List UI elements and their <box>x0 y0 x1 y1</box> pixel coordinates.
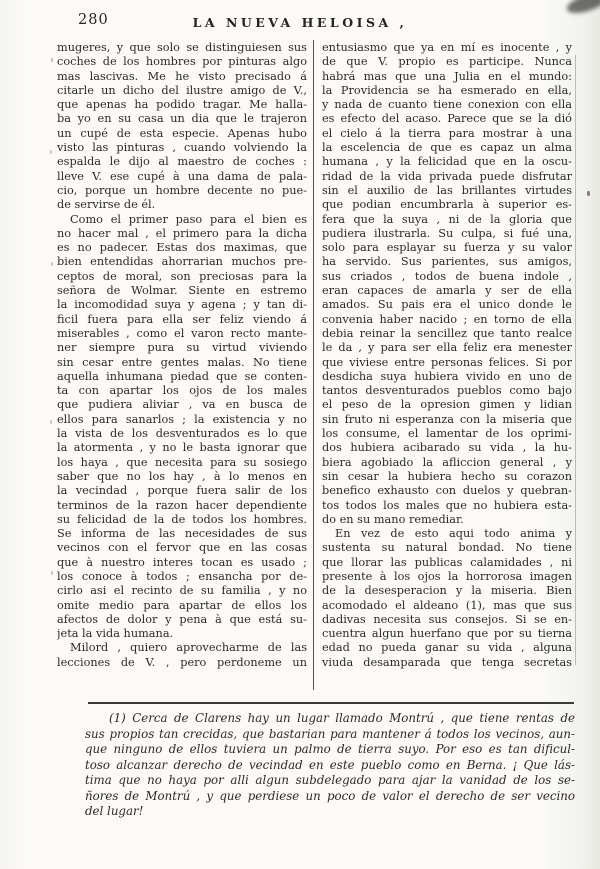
text-line: la vecindad , porque fuera salir de los <box>57 484 307 498</box>
text-line: jeta la vida humana. <box>57 627 174 641</box>
text-line: En vez de esto aqui todo anima y <box>335 527 572 541</box>
text-line: sus propios tan crecidas, que bastarian para mantener á todos los vecinos, aun- <box>85 726 575 741</box>
text-line: sin fruto ni esperanza con la miseria que <box>322 412 572 426</box>
text-line: dos hubiera acibarado su vida , la hu- <box>322 441 572 455</box>
text-line: sin cesar la hubiera hecho su corazon <box>322 469 572 483</box>
text-line: citarle un dicho del ilustre amigo de V., <box>57 83 307 97</box>
text-line: aquella inhumana piedad que se conten- <box>57 369 307 383</box>
text-line: un cupé de esta especie. Apenas hubo <box>57 126 307 140</box>
text-line: terminos de la razon hacer dependiente <box>57 498 307 512</box>
text-line: edad no pueda ganar su vida , alguna <box>322 641 572 655</box>
text-line: presente à los ojos la horrorosa imagen <box>322 569 572 583</box>
text-line: do en su mano remediar. <box>322 512 464 526</box>
text-line: Se informa de las necesidades de sus <box>57 527 307 541</box>
text-line: miserables , como el varon recto mante- <box>57 326 307 340</box>
text-line: y nada de cuanto tiene conexion con ella <box>322 98 572 112</box>
text-line: omite medio para apartar de ellos los <box>57 598 307 612</box>
text-line: la Providencia se ha esmerado en ella, <box>322 83 572 97</box>
column-right <box>322 41 572 670</box>
text-line: fera que la suya , ni de la gloria que <box>322 212 572 226</box>
text-line: mas lascivas. Me he visto precisado á <box>57 69 307 83</box>
page-title: LA NUEVA HELOISA , <box>192 15 408 30</box>
text-line: sin el auxilio de las brillantes virtudes <box>322 183 572 197</box>
scan-speck-artifact <box>587 191 590 196</box>
text-line: la atormenta , y no le basta ignorar que <box>57 441 307 455</box>
text-line: entusiasmo que ya en mí es inocente , y <box>322 41 572 54</box>
text-line: le da , y para ser ella feliz era menester <box>322 341 572 355</box>
text-line: amados. Su pais era el unico donde le <box>322 298 572 312</box>
text-line: viuda desamparada que tenga secretas <box>322 655 572 669</box>
text-line: no hacer mal , el primero para la dicha <box>57 226 307 240</box>
scan-speck-artifact <box>50 420 52 424</box>
text-line: biera agobiado la afliccion general , y <box>322 455 572 469</box>
text-line: es efecto del acaso. Parece que se la dió <box>322 112 572 126</box>
text-line: debia reinar la sencillez que tanto realce <box>322 326 572 340</box>
text-line: que apenas ha podido tragar. Me halla- <box>57 98 307 112</box>
text-line: vecinos con el fervor que en las cosas <box>57 541 307 555</box>
column-left <box>57 41 307 670</box>
text-line: eran capaces de amarla y ser de ella <box>322 284 572 298</box>
text-line: Como el primer paso para el bien es <box>70 212 307 226</box>
text-line: sustenta su natural bondad. No tiene <box>322 541 572 555</box>
text-line: los consume, el lamentar de los oprimi- <box>322 427 572 441</box>
text-line: ficil fuera para ella ser feliz viendo á <box>57 312 307 326</box>
text-line: el peso de la opresion gimen y lidian <box>322 398 572 412</box>
scan-speck-artifact <box>51 571 53 575</box>
text-line: toso alcanzar derecho de vecindad en este pueblo como en Berna. ¡ Que lás- <box>85 757 575 772</box>
text-line: visto las pinturas , cuando volviendo la <box>57 141 307 155</box>
text-line: espalda le dijo al maestro de coches : <box>57 155 307 169</box>
footnote <box>85 711 575 820</box>
text-line: ba yo en su casa un dia que le trajeron <box>57 112 307 126</box>
text-line: los haya , que necesita para su sosiego <box>57 455 307 469</box>
text-line: cuentra algun huerfano que por su tierna <box>322 627 572 641</box>
text-line: habrá mas que una Julia en el mundo: <box>322 69 572 83</box>
text-line: de servirse de él. <box>57 198 156 212</box>
text-line: humana , y la felicidad que en la oscu- <box>322 155 572 169</box>
text-line: convenia haber nacido ; en torno de ella <box>322 312 572 326</box>
text-line: de la desesperacion y la miseria. Bien <box>322 584 572 598</box>
text-line: coches de los hombres por pinturas algo <box>57 55 307 69</box>
text-line: lleve V. ese cupé à una dama de pala- <box>57 169 307 183</box>
text-line: sus criados , todos de buena indole , <box>322 269 572 283</box>
text-line: que ninguno de ellos tuviera un palmo de tierra suyo. Por eso es tan dificul- <box>85 742 575 756</box>
text-line: ridad de la vida privada puede disfrutar <box>322 169 572 183</box>
text-line: que podian encumbrarla à superior es- <box>322 198 572 212</box>
page-edge-line-artifact <box>575 55 576 665</box>
text-line: Milord , quiero aprovecharme de las <box>70 641 307 655</box>
text-line: solo para esplayar su fuerza y su valor <box>322 241 572 255</box>
text-line: la incomodidad suya y agena ; y tan di- <box>57 298 307 312</box>
text-line: ner siempre pura su virtud viviendo <box>57 341 307 355</box>
text-line: ellos para sanarlos ; la existencia y no <box>57 412 307 426</box>
text-line: acomodado el aldeano (1), mas que sus <box>322 598 572 612</box>
text-line: tima que no haya por alli algun subdelegado para ajar la vanidad de los se- <box>85 773 575 787</box>
text-line: su felicidad de la de todos los hombres. <box>57 512 307 526</box>
scan-speck-artifact <box>50 150 52 154</box>
scan-speck-artifact <box>51 58 53 62</box>
text-line: del lugar! <box>85 804 144 818</box>
text-line: ta con apartar los ojos de los males <box>57 384 307 398</box>
text-line: la escelencia de que es capaz un alma <box>322 141 572 155</box>
text-line: que viviese entre personas felices. Si por <box>322 355 572 369</box>
text-line: sin cesar entre gentes malas. No tiene <box>57 355 307 369</box>
text-line: de que V. propio es participe. Nunca <box>322 55 572 69</box>
text-line: ha servido. Sus parientes, sus amigos, <box>322 255 572 269</box>
text-line: dadivas necesita sus consejos. Si se en- <box>322 612 572 626</box>
text-line: cio, porque un hombre decente no pue- <box>57 183 307 197</box>
text-line: desdicha suya hubiera vivido en uno de <box>322 369 572 383</box>
text-line: (1) Cerca de Clarens hay un lugar llamado Montrú , que tiene rentas de <box>109 711 575 725</box>
text-line: saber que no los hay , à lo menos en <box>57 469 307 483</box>
text-line: ñores de Montrú , y que perdiese un poco de valor el derecho de ser vecino <box>85 788 575 803</box>
text-line: ceptos de moral, son preciosas para la <box>57 269 307 283</box>
text-line: que pudiera aliviar , va en busca de <box>57 398 307 412</box>
text-line: es no padecer. Estas dos maximas, que <box>57 241 307 255</box>
text-line: la vista de los desventurados es lo que <box>57 427 307 441</box>
text-line: el cielo á la tierra para mostrar à una <box>322 126 572 140</box>
scan-speck-artifact <box>51 262 53 266</box>
text-line: señora de Wolmar. Siente en estremo <box>57 284 307 298</box>
text-line: bien entendidas ahorrarian muchos pre- <box>57 255 307 269</box>
text-line: pudiera ilustrarla. Su culpa, si fué una, <box>322 226 572 240</box>
text-line: afectos de dolor y pena à que está su- <box>57 612 307 626</box>
text-line: los conoce à todos ; ensancha por de- <box>57 569 307 583</box>
text-line: tantos desventurados pueblos como bajo <box>322 384 572 398</box>
page-number: 280 <box>78 12 109 28</box>
scan-smudge-artifact <box>565 0 600 17</box>
column-divider <box>313 40 314 690</box>
text-line: que llorar las publicas calamidades , ni <box>322 555 572 569</box>
text-line: cirlo asi el recinto de su familia , y no <box>57 584 307 598</box>
text-line: tos todos los males que no hubiera esta- <box>322 498 572 512</box>
footnote-rule <box>88 702 574 704</box>
text-line: lecciones de V. , pero perdoneme un <box>57 655 307 669</box>
text-line: que à nuestro interes tocan es usado ; <box>57 555 307 569</box>
text-line: mugeres, y que solo se distinguiesen sus <box>57 41 307 54</box>
text-line: benefico exhausto con duelos y quebran- <box>322 484 572 498</box>
